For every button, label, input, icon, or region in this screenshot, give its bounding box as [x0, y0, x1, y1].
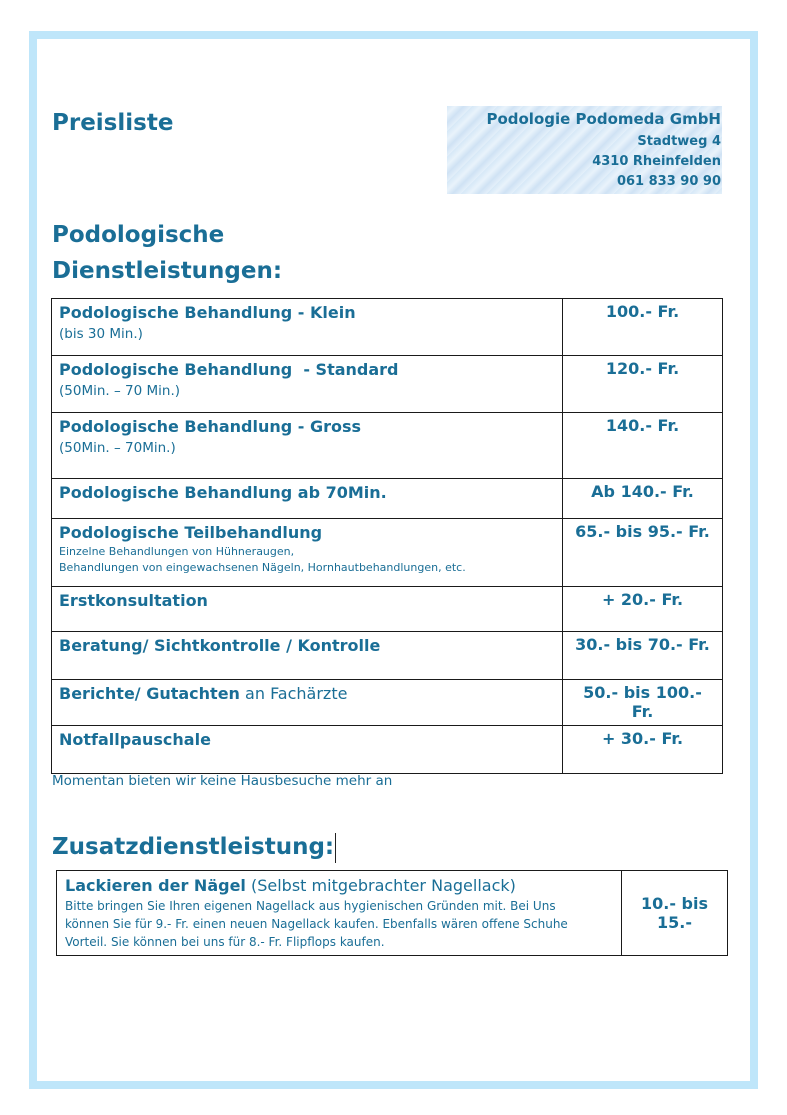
table-row [52, 413, 723, 479]
service-cell [52, 726, 563, 774]
service-cell [52, 356, 563, 413]
service-name: Podologische Behandlung - Gross [59, 417, 362, 436]
service-cell [52, 519, 563, 587]
service-name: Podologische Behandlung ab 70Min. [59, 483, 387, 502]
service-price: 65.- bis 95.- Fr. [563, 519, 723, 587]
service-cell [52, 587, 563, 632]
service-name-suffix: an Fachärzte [239, 684, 348, 703]
service-name: Podologische Teilbehandlung [59, 523, 323, 542]
service-description: Einzelne Behandlungen von Hühneraugen, [59, 545, 295, 558]
city: 4310 Rheinfelden [592, 154, 721, 169]
table-row [52, 479, 723, 519]
extra-service-name [65, 875, 613, 897]
service-price: 100.- Fr. [563, 299, 723, 356]
table-row [52, 726, 723, 774]
extra-description: Bitte bringen Sie Ihren eigenen Nagellack aus hygienischen Gründen mit. Bei Uns [65, 899, 556, 913]
extra-description: Vorteil. Sie können bei uns für 8.- Fr. Flipflops kaufen. [65, 935, 385, 949]
extra-name-suffix: (Selbst mitgebrachter Nagellack) [245, 876, 516, 895]
service-name: Erstkonsultation [59, 591, 208, 610]
service-price: 140.- Fr. [563, 413, 723, 479]
extra-price: 10.- bis 15.- [622, 871, 728, 956]
service-description: Behandlungen von eingewachsenen Nägeln, Hornhautbehandlungen, etc. [59, 561, 466, 574]
service-price: 50.- bis 100.- Fr. [563, 680, 723, 726]
section-heading-line1: Podologische [52, 222, 225, 248]
service-price: Ab 140.- Fr. [563, 479, 723, 519]
service-name: Beratung/ Sichtkontrolle / Kontrolle [59, 636, 381, 655]
extra-name-bold: Lackieren der Nägel [65, 876, 246, 895]
price-table [51, 298, 723, 774]
service-duration: (50Min. – 70Min.) [59, 440, 176, 456]
service-price: + 30.- Fr. [563, 726, 723, 774]
address-block [447, 106, 722, 194]
service-cell [52, 299, 563, 356]
table-row [57, 871, 728, 956]
service-cell [57, 871, 622, 956]
service-cell [52, 413, 563, 479]
section-heading-line2: Dienstleistungen: [52, 258, 283, 284]
table-row [52, 299, 723, 356]
service-duration: (50Min. – 70 Min.) [59, 383, 181, 399]
service-cell [52, 680, 563, 726]
service-duration: (bis 30 Min.) [59, 326, 143, 342]
company-name: Podologie Podomeda GmbH [486, 110, 721, 128]
service-price: + 20.- Fr. [563, 587, 723, 632]
service-name: Podologische Behandlung - Klein [59, 303, 356, 322]
table-row [52, 587, 723, 632]
table-row [52, 519, 723, 587]
text-cursor [335, 833, 336, 863]
phone: 061 833 90 90 [616, 174, 721, 189]
service-cell [52, 632, 563, 680]
street: Stadtweg 4 [637, 134, 721, 149]
service-name [59, 683, 555, 705]
service-name-bold: Berichte/ Gutachten [59, 684, 240, 703]
service-price: 30.- bis 70.- Fr. [563, 632, 723, 680]
service-name: Notfallpauschale [59, 730, 211, 749]
service-name: Podologische Behandlung - Standard [59, 360, 399, 379]
table-row [52, 680, 723, 726]
table-row [52, 356, 723, 413]
service-cell [52, 479, 563, 519]
footnote: Momentan bieten wir keine Hausbesuche mehr an [52, 773, 393, 789]
extra-section-heading [52, 829, 336, 865]
table-row [52, 632, 723, 680]
extra-table [56, 870, 728, 956]
page-title: Preisliste [52, 110, 174, 136]
extra-description: können Sie für 9.- Fr. einen neuen Nagellack kaufen. Ebenfalls wären offene Schuhe [65, 917, 568, 931]
service-price: 120.- Fr. [563, 356, 723, 413]
extra-heading-text: Zusatzdienstleistung: [52, 834, 335, 860]
